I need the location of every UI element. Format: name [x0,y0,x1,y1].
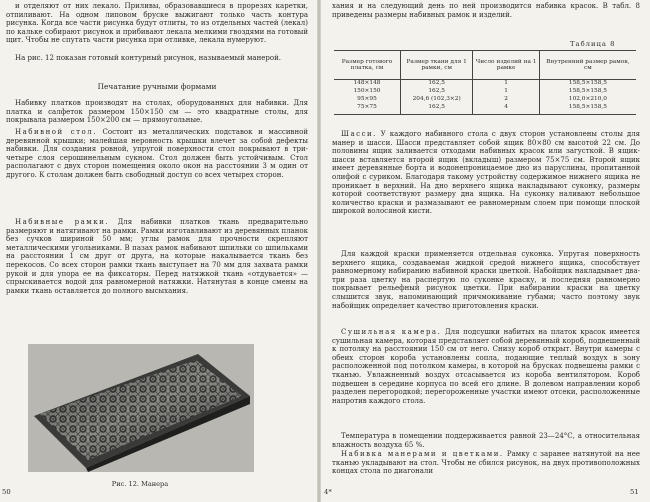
table-cell: 75×75 [334,104,400,115]
printing-table-term: Набивной стол. [15,128,97,136]
table-cell: 95×95 [334,96,400,104]
printing-frames-paragraph [6,218,308,295]
printing-text: Рамку с заранее натянутой на нее тканью укладывают на стол. Чтобы не сбился рисунок, на двух противоположных концах стола по диагонали [332,450,640,476]
signature-mark: 4* [324,488,332,496]
table-cell: 162,5 [400,80,472,89]
chassis-text: У каждого набивного стола с двух сторон установлены столы для манер и шасси. Шасси представляет собой ящик 80×80 см высотой 22 см. До половины ящик заливается отходами набивных красок или загусткой. В ящик-шасси вставляется второй ящик (вкладыш) размером 75×75 см. Второй ящик имеет деревянные борта и водонепроницаемое дно из паруслины, пропитанной олифой с суриком. Благодаря такому устройству содержимое нижнего ящика не проникает в верхний. На дно верхнего ящика накладывают суконку, размеры которой соответствуют размеру дна ящика. На суконку наливают небольшое количество краски и размазывают ее равномерным слоем при помощи плоской широкой волосяной кисти. [332,130,640,216]
table-cell: 4 [473,104,539,115]
right-page [320,0,650,502]
table-cell: 1 [473,88,539,96]
table-row [334,88,636,96]
right-intro-paragraph: хания и на следующий день по ней производится набивка красок. В табл. 8 приведены размеры набивных рамок и изделий. [332,2,640,19]
table-row [334,80,636,89]
printing-frames-text: Для набивки платков ткань предварительно размеряют и натягивают на рамки. Рамки изготавливают из деревянных планок без сучков шириной 50 мм; углы рамок для прочности скрепляют металлическими угольниками. В пазах рамок набивают шпильки со шпильками на расстоянии 1 см друг от друга, на которые накалывается ткань без перекосов. Со всех сторон рамки ткань выступает на 70 мм для захвата рамки рукой и для упора ее на фиксаторы. Перед натяжкой ткань «отдувается» — спрыскивается водой для равномерной натяжки. Натянутая в конце смены на рамки ткань оставляется до полного высыхания. [6,218,308,295]
drying-chamber-paragraph [332,328,640,405]
table-cell: 158,5×158,5 [568,80,607,86]
table-cell: 1 [473,80,539,89]
table-header-cell: Размер ткани для 1 рамки, см [400,51,472,80]
chassis-paragraph [332,130,640,216]
table-header-row [334,51,636,80]
section-title: Печатание ручными формами [97,82,217,91]
left-intro-paragraph: и отделяют от них лекало. Приливы, образовавшиеся в прорезях каретки, отпиливают. На одном липовом бруске выжигают только часть контура рисунка. Когда все части рисунка будут отлиты, то из отдельных частей (лекал) по кальке собирают рисунок и прибивают лекала мелкими гвоздями на готовый щит. Чтобы не спутать части рисунка при отливке, лекала нумеруют. [6,2,308,45]
manera-photo-image [28,344,254,472]
table-cell: 158,5×158,5 [539,104,636,115]
table-cell: 102,0×210,0 [568,96,607,102]
chassis-term: Шасси. [341,130,377,138]
table-caption: Таблица 8 [570,40,616,48]
figure-caption: Рис. 12. Манера [111,480,169,488]
printing-table-text: Состоит из металлических подставок и массивной деревянной крышки; малейшая неровность крышки влечет за собой дефекты набивки. Для создания ровной, упругой поверхности стол покрывают в три-четыре слоя серошинельным сукном. Стол должен быть устойчивым. Стол располагают с двух сторон помещения около окон на расстоянии 3 м один от другого. К столам должен быть свободный доступ со всех четырех сторон. [6,128,308,179]
left-page [0,0,318,502]
table-cell: 148×148 [334,80,400,89]
temperature-paragraph: Температура в помещении поддерживается равной 23—24°С, а относительная влажность воздуха 65 %. [332,432,640,449]
drying-chamber-text: Для подсушки набитых на платок красок имеется сушильная камера, которая представляет собой деревянный короб, подвешенный к потолку на расстоянии 150 см от него. Снизу короб открыт. Внутри камеры с обеих сторон короба установлены сопла, подающие теплый воздух в зону расположенной под потолком камеры, в которой на брусках подвешены рамки с тканью. Увлажненный воздух отсасывается из короба вентилятором. Короб подвешен в середине корпуса по всей его длине. В долевом направлении короб разделен перегородкой; перегороженные участки имеют отсеки, расположенные напротив каждого стола. [332,328,641,405]
table-cell: 150×150 [334,88,400,96]
frames-table [334,50,636,115]
table-cell: 2 [473,96,539,104]
table-cell: 162,5 [400,104,472,115]
figure-reference-paragraph: На рис. 12 показан готовый контурный рисунок, называемый манерой. [15,54,281,62]
table-row [334,104,636,115]
table-cell: 204,6 (102,3×2) [400,96,472,104]
printing-table-paragraph [6,128,308,180]
printing-term: Набивка манерами и цветками. [341,450,504,458]
printing-paragraph [332,450,640,476]
table-row [334,96,636,104]
table-cell: 158,5×158,5 [568,88,607,94]
table-header-cell: Число изделий на 1 рамке [473,51,539,80]
manera-photo [28,344,254,472]
pad-paragraph: Для каждой краски применяется отдельная суконка. Упругая поверхность верхнего ящика, создаваемая жидкой средой нижнего ящика, способствует равномерному набиранию набивной краски цветкой. Набойщик накладывает два-три раза цветку на распертую по суконке краску, и последняя равномерно покрывает рельефный рисунок цветки. При набирании краски на цветку слышится звук, напоминающий причмокивание губами; часто поэтому звук набойщик определяет качество приготовления краски. [332,250,640,310]
table-cell: 162,5 [400,88,472,96]
tables-paragraph: Набивку платков производят на столах, оборудованных для набивки. Для платка и салфеток размером 150×150 см — это квадратные столы, для покрывала размером 150×200 см — прямоугольные. [6,99,308,125]
drying-chamber-term: Сушильная камера. [341,328,442,336]
left-page-number: 50 [2,488,11,496]
printing-frames-term: Набивные рамки. [15,218,109,226]
right-page-number: 51 [630,488,639,496]
table-header-cell: Внутренний размер рамок, см [539,51,636,80]
table-header-cell: Размер готового платка, см [334,51,400,80]
